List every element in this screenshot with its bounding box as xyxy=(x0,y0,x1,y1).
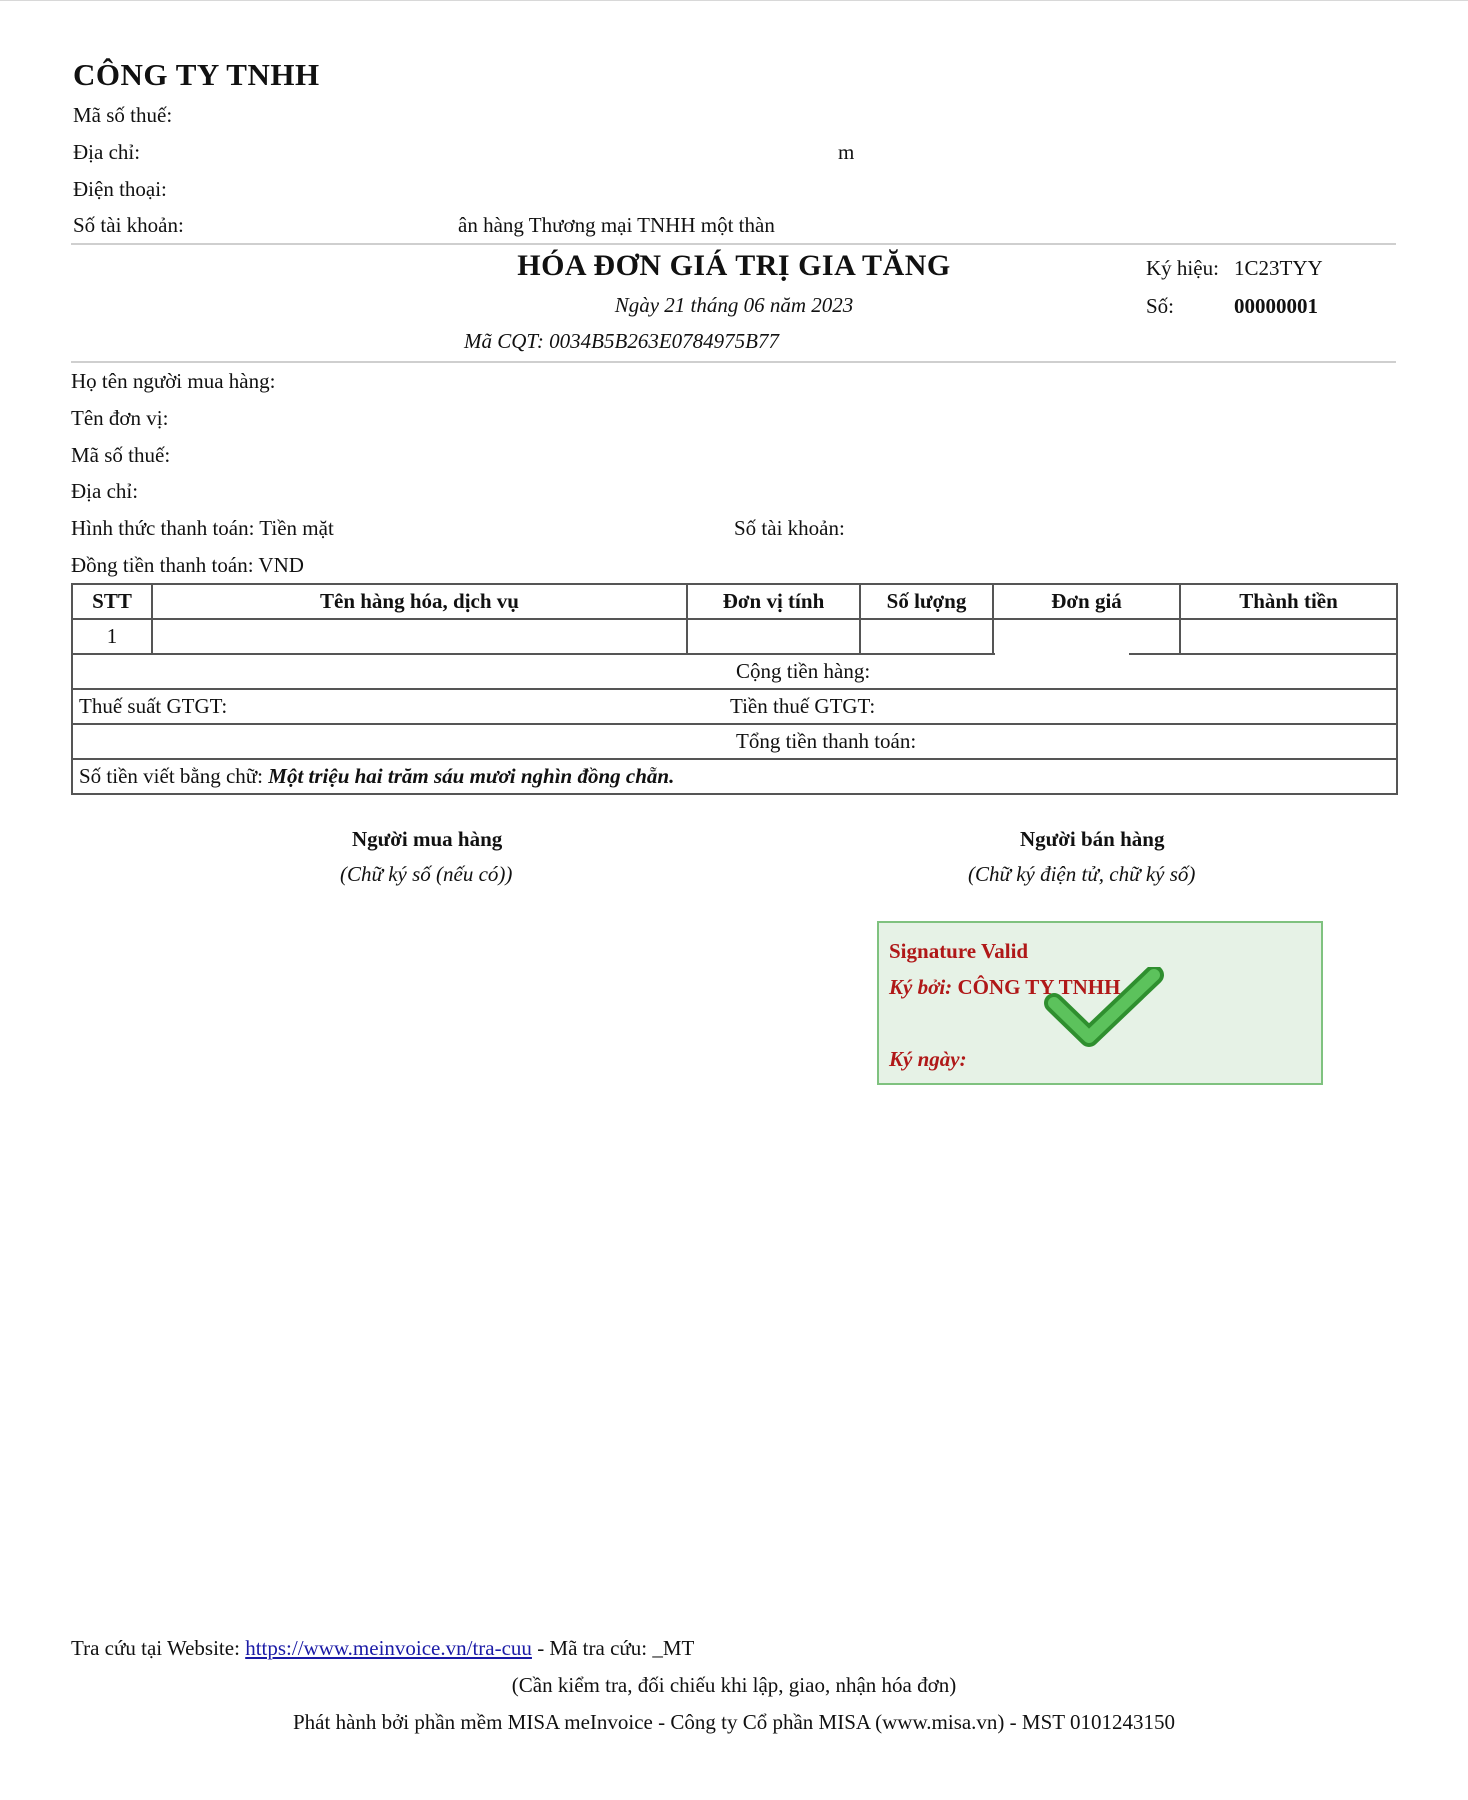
seller-address-value: m xyxy=(838,140,855,164)
buyer-unit-label: Tên đơn vị: xyxy=(71,406,169,430)
buyer-currency: Đồng tiền thanh toán: VND xyxy=(71,553,304,577)
subtotal-row xyxy=(72,654,1397,689)
lookup-code: - Mã tra cứu: _MT xyxy=(537,1636,695,1660)
items-table xyxy=(71,583,1398,795)
total-row xyxy=(72,724,1397,759)
table-cell-unit xyxy=(687,619,860,654)
column-header-stt: STT xyxy=(72,584,152,619)
invoice-cqt-code: Mã CQT: 0034B5B263E0784975B77 xyxy=(464,329,779,353)
buyer-address-label: Địa chỉ: xyxy=(71,479,139,503)
header-divider xyxy=(71,243,1396,245)
seller-account-label: Số tài khoản: xyxy=(73,213,184,237)
column-header-unit: Đơn vị tính xyxy=(687,584,860,619)
seller-signature-title: Người bán hàng xyxy=(1020,827,1165,851)
table-cell-amount xyxy=(1180,619,1397,654)
buyer-payment-method: Hình thức thanh toán: Tiền mặt xyxy=(71,516,334,540)
table-cell-stt: 1 xyxy=(72,619,152,654)
invoice-number-value: 00000001 xyxy=(1234,294,1318,318)
seller-signature-note: (Chữ ký điện tử, chữ ký số) xyxy=(968,862,1196,886)
subtotal-label: Cộng tiền hàng: xyxy=(72,654,1397,689)
invoice-symbol-label: Ký hiệu: xyxy=(1146,256,1219,280)
redaction-patch xyxy=(995,621,1129,657)
table-cell-name xyxy=(152,619,687,654)
amount-words-cell xyxy=(72,759,1397,794)
buyer-tax-code-label: Mã số thuế: xyxy=(71,443,171,467)
title-divider xyxy=(71,361,1396,363)
lookup-line xyxy=(71,1636,694,1661)
lookup-link[interactable]: https://www.meinvoice.vn/tra-cuu xyxy=(245,1636,532,1660)
buyer-name-label: Họ tên người mua hàng: xyxy=(71,369,276,393)
seller-address-label: Địa chỉ: xyxy=(73,140,141,164)
invoice-title: HÓA ĐƠN GIÁ TRỊ GIA TĂNG xyxy=(517,249,951,282)
signed-by-label: Ký bởi: xyxy=(889,975,953,999)
column-header-unit-price: Đơn giá xyxy=(993,584,1180,619)
footer-check-note: (Cần kiểm tra, đối chiếu khi lập, giao, nhận hóa đơn) xyxy=(511,1673,957,1697)
signed-by-value: CÔNG TY TNHH xyxy=(957,975,1121,999)
vat-row xyxy=(72,689,1397,724)
buyer-signature-note: (Chữ ký số (nếu có)) xyxy=(340,862,513,886)
signature-status: Signature Valid xyxy=(889,939,1029,963)
seller-phone-label: Điện thoại: xyxy=(73,177,167,201)
seller-company-name: CÔNG TY TNHH xyxy=(73,57,320,92)
digital-signature-stamp xyxy=(877,921,1323,1085)
amount-words-label: Số tiền viết bằng chữ: xyxy=(79,764,264,788)
column-header-amount: Thành tiền xyxy=(1180,584,1397,619)
amount-words-row xyxy=(72,759,1397,794)
invoice-date: Ngày 21 tháng 06 năm 2023 xyxy=(614,293,854,317)
invoice-symbol-value: 1C23TYY xyxy=(1234,256,1323,280)
vat-rate-label: Thuế suất GTGT: xyxy=(72,689,687,724)
signed-date-label: Ký ngày: xyxy=(889,1047,967,1071)
column-header-quantity: Số lượng xyxy=(860,584,993,619)
lookup-prefix: Tra cứu tại Website: xyxy=(71,1636,240,1660)
signed-by-line xyxy=(889,975,1120,1000)
table-header-row xyxy=(72,584,1397,619)
buyer-account-label: Số tài khoản: xyxy=(734,516,845,540)
table-row xyxy=(72,619,1397,654)
total-label: Tổng tiền thanh toán: xyxy=(72,724,1397,759)
buyer-signature-title: Người mua hàng xyxy=(352,827,503,851)
table-cell-quantity xyxy=(860,619,993,654)
seller-tax-code-label: Mã số thuế: xyxy=(73,103,173,127)
column-header-name: Tên hàng hóa, dịch vụ xyxy=(152,584,687,619)
footer-publisher: Phát hành bởi phần mềm MISA meInvoice - Công ty Cổ phần MISA (www.misa.vn) - MST 0101243150 xyxy=(293,1710,1175,1734)
vat-amount-label: Tiền thuế GTGT: xyxy=(687,689,1397,724)
seller-account-value: ân hàng Thương mại TNHH một thàn xyxy=(458,213,775,237)
invoice-number-label: Số: xyxy=(1146,294,1175,318)
amount-words-value: Một triệu hai trăm sáu mươi nghìn đồng chẵn. xyxy=(268,764,675,788)
